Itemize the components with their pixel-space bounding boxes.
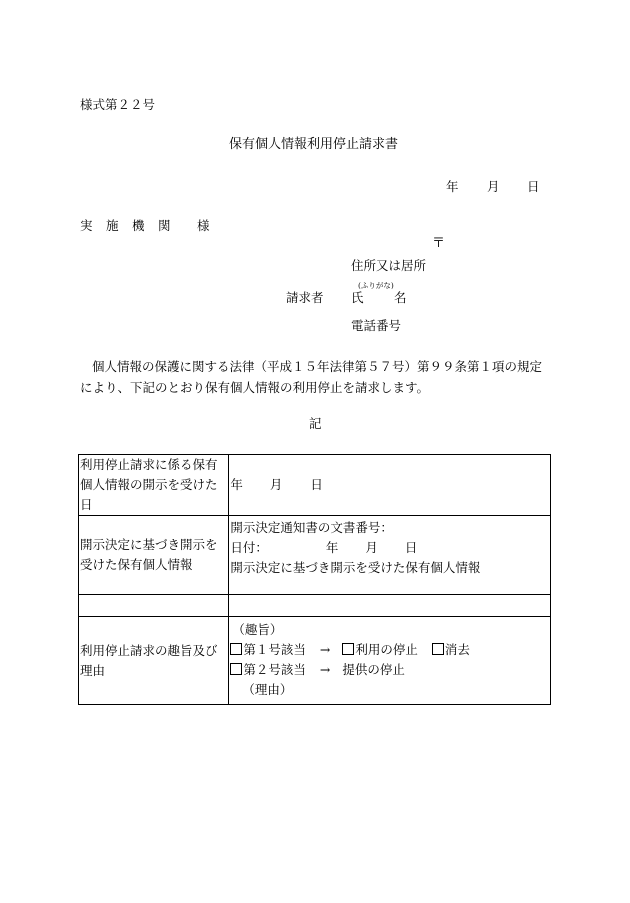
table-row-purpose-reason xyxy=(79,617,551,705)
postal-mark: 〒 xyxy=(432,236,446,251)
document-title: 保有個人情報利用停止請求書 xyxy=(229,137,399,152)
name-furigana: (ふりがな) xyxy=(358,281,394,290)
request-statement: 個人情報の保護に関する法律（平成１５年法律第５７号）第９９条第１項の規定により、下記のとおり保有個人情報の利用停止を請求します。 xyxy=(80,359,543,395)
request-table xyxy=(78,454,551,705)
checkbox-usage-stop[interactable] xyxy=(342,643,354,655)
notice-date-line xyxy=(230,538,549,558)
disclosure-date-month: 月 xyxy=(269,477,283,492)
requester-label: 請求者 xyxy=(286,290,324,305)
row-label-disclosed-info: 開示決定に基づき開示を受けた保有個人情報 xyxy=(79,516,229,595)
row-label-purpose-reason: 利用停止請求の趣旨及び理由 xyxy=(79,617,229,705)
disclosure-date-year: 年 xyxy=(230,477,243,492)
checkbox-item1[interactable] xyxy=(230,643,242,655)
option1-erase: 消去 xyxy=(444,642,470,657)
name-label-second: 名 xyxy=(394,290,407,305)
option-line-2 xyxy=(230,660,549,680)
row-label-disclosure-date: 利用停止請求に係る保有個人情報の開示を受けた日 xyxy=(79,455,229,516)
table-row-blank xyxy=(79,595,551,617)
disclosed-info-field[interactable] xyxy=(229,516,551,595)
reason-header: （理由） xyxy=(242,682,293,697)
checkbox-item2[interactable] xyxy=(230,663,242,675)
checkbox-erase[interactable] xyxy=(432,643,444,655)
address-label: 住所又は居所 xyxy=(351,258,427,273)
disclosed-info-label: 開示決定に基づき開示を受けた保有個人情報 xyxy=(230,560,481,575)
form-number: 様式第２２号 xyxy=(80,97,156,112)
disclosure-date-field[interactable] xyxy=(229,455,551,516)
option2-item: 第２号該当 xyxy=(243,662,306,677)
table-row-disclosed-info xyxy=(79,516,551,595)
option-line-1 xyxy=(230,640,549,660)
doc-number-label: 開示決定通知書の文書番号： xyxy=(230,520,393,535)
date-day-label: 日 xyxy=(527,179,540,194)
arrow-icon: → xyxy=(319,642,331,657)
notice-date-label: 日付： xyxy=(230,540,268,555)
date-month-label: 月 xyxy=(487,179,500,194)
notice-date-year: 年 xyxy=(325,540,339,555)
blank-cell-left xyxy=(79,595,229,617)
blank-cell-right[interactable] xyxy=(229,595,551,617)
purpose-header: （趣旨） xyxy=(232,622,283,637)
purpose-reason-field xyxy=(229,617,551,705)
name-label-first: 氏 xyxy=(351,290,364,305)
disclosure-date-day: 日 xyxy=(310,477,323,492)
date-year-label: 年 xyxy=(446,179,459,194)
table-row-disclosure-date xyxy=(79,455,551,516)
arrow-icon: → xyxy=(319,662,331,677)
notice-date-day: 日 xyxy=(404,540,418,555)
recipient-label: 実 施 機 関 様 xyxy=(80,218,211,233)
option1-item: 第１号該当 xyxy=(243,642,306,657)
ki-heading: 記 xyxy=(309,416,322,431)
notice-date-month: 月 xyxy=(365,540,378,555)
option2-provision-stop: 提供の停止 xyxy=(342,662,405,677)
option1-usage-stop: 利用の停止 xyxy=(355,642,418,657)
phone-label: 電話番号 xyxy=(351,318,402,333)
